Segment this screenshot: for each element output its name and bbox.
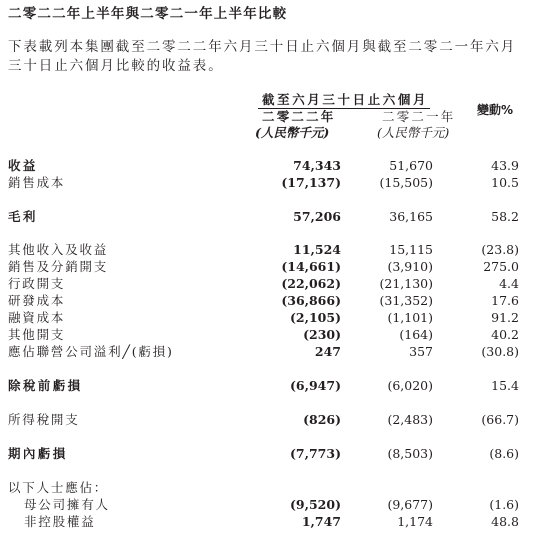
row-label: 應佔聯營公司溢利╱(虧損) xyxy=(8,344,174,359)
row-label: 收益 xyxy=(8,158,38,173)
prior-period-value: (1,101) xyxy=(387,310,433,325)
row-label: 行政開支 xyxy=(8,276,66,291)
table-row xyxy=(0,445,534,462)
change-percent-value: 91.2 xyxy=(491,310,519,325)
change-percent-value: (8.6) xyxy=(489,446,519,461)
prior-period-value: 357 xyxy=(409,344,433,359)
current-period-value: (9,520) xyxy=(290,497,341,512)
change-percent-value: (66.7) xyxy=(481,412,519,427)
prior-period-value: (3,910) xyxy=(387,259,433,274)
current-period-value: 11,524 xyxy=(293,242,341,257)
current-period-value: 247 xyxy=(314,344,341,359)
change-percent-value: 15.4 xyxy=(491,378,519,393)
current-period-value: (230) xyxy=(303,327,341,342)
prior-period-value: (164) xyxy=(399,327,433,342)
unit-current-header: (人民幣千元) xyxy=(255,125,330,140)
year-prior-header: 二零二一年 xyxy=(382,109,456,124)
current-period-value: (36,866) xyxy=(281,293,341,308)
table-row xyxy=(0,326,534,343)
change-percent-value: 40.2 xyxy=(491,327,519,342)
current-period-value: 74,343 xyxy=(293,158,341,173)
row-label: 所得稅開支 xyxy=(8,412,80,427)
period-header: 截至六月三十日止六個月 xyxy=(262,92,429,107)
row-label: 以下人士應佔： xyxy=(8,480,109,495)
change-percent-value: 58.2 xyxy=(491,209,519,224)
current-period-value: (14,661) xyxy=(281,259,341,274)
table-row xyxy=(0,411,534,428)
table-row xyxy=(0,343,534,360)
current-period-value: (22,062) xyxy=(281,276,341,291)
prior-period-value: 51,670 xyxy=(389,158,433,173)
unit-prior-header: (人民幣千元) xyxy=(377,125,450,140)
table-row xyxy=(0,157,534,174)
intro-line: 三十日止六個月比較的收益表。 xyxy=(8,58,224,74)
change-percent-value: 17.6 xyxy=(491,293,519,308)
table-row xyxy=(0,513,534,530)
change-percent-value: 48.8 xyxy=(491,514,519,529)
change-header: 變動% xyxy=(477,103,514,117)
table-row xyxy=(0,309,534,326)
table-row xyxy=(0,241,534,258)
current-period-value: (826) xyxy=(303,412,341,427)
table-row xyxy=(0,258,534,275)
change-percent-value: 10.5 xyxy=(491,175,519,190)
prior-period-value: (31,352) xyxy=(379,293,433,308)
row-label: 銷售成本 xyxy=(8,175,66,190)
table-row xyxy=(0,208,534,225)
prior-period-value: (15,505) xyxy=(379,175,433,190)
current-period-value: 1,747 xyxy=(301,514,341,529)
change-percent-value: (30.8) xyxy=(481,344,519,359)
row-label: 毛利 xyxy=(8,209,38,224)
prior-period-value: 36,165 xyxy=(389,209,433,224)
current-period-value: 57,206 xyxy=(293,209,341,224)
change-percent-value: (1.6) xyxy=(489,497,519,512)
table-row xyxy=(0,292,534,309)
prior-period-value: 15,115 xyxy=(389,242,433,257)
table-row xyxy=(0,275,534,292)
change-percent-value: 4.4 xyxy=(499,276,519,291)
intro-paragraph xyxy=(8,38,528,76)
change-percent-value: 43.9 xyxy=(491,158,519,173)
change-percent-value: 275.0 xyxy=(483,259,519,274)
current-period-value: (6,947) xyxy=(290,378,341,393)
year-current-header: 二零二二年 xyxy=(262,109,336,124)
row-label: 母公司擁有人 xyxy=(24,497,110,512)
row-label: 期內虧損 xyxy=(8,446,68,461)
prior-period-value: (8,503) xyxy=(387,446,433,461)
row-label: 融資成本 xyxy=(8,310,66,325)
prior-period-value: (6,020) xyxy=(387,378,433,393)
change-percent-value: (23.8) xyxy=(481,242,519,257)
page-title: 二零二二年上半年與二零二一年上半年比較 xyxy=(8,6,288,22)
row-label: 其他收入及收益 xyxy=(8,242,109,257)
row-label: 研發成本 xyxy=(8,293,66,308)
table-row xyxy=(0,496,534,513)
table-row xyxy=(0,377,534,394)
current-period-value: (17,137) xyxy=(281,175,341,190)
prior-period-value: (2,483) xyxy=(387,412,433,427)
row-label: 其他開支 xyxy=(8,327,66,342)
row-label: 除稅前虧損 xyxy=(8,378,83,393)
current-period-value: (2,105) xyxy=(290,310,341,325)
intro-line: 下表載列本集團截至二零二二年六月三十日止六個月與截至二零二一年六月 xyxy=(8,39,517,55)
current-period-value: (7,773) xyxy=(290,446,341,461)
row-label: 銷售及分銷開支 xyxy=(8,259,109,274)
row-label: 非控股權益 xyxy=(24,514,96,529)
prior-period-value: 1,174 xyxy=(397,514,433,529)
prior-period-value: (21,130) xyxy=(379,276,433,291)
table-row xyxy=(0,479,534,496)
table-row xyxy=(0,174,534,191)
prior-period-value: (9,677) xyxy=(387,497,433,512)
